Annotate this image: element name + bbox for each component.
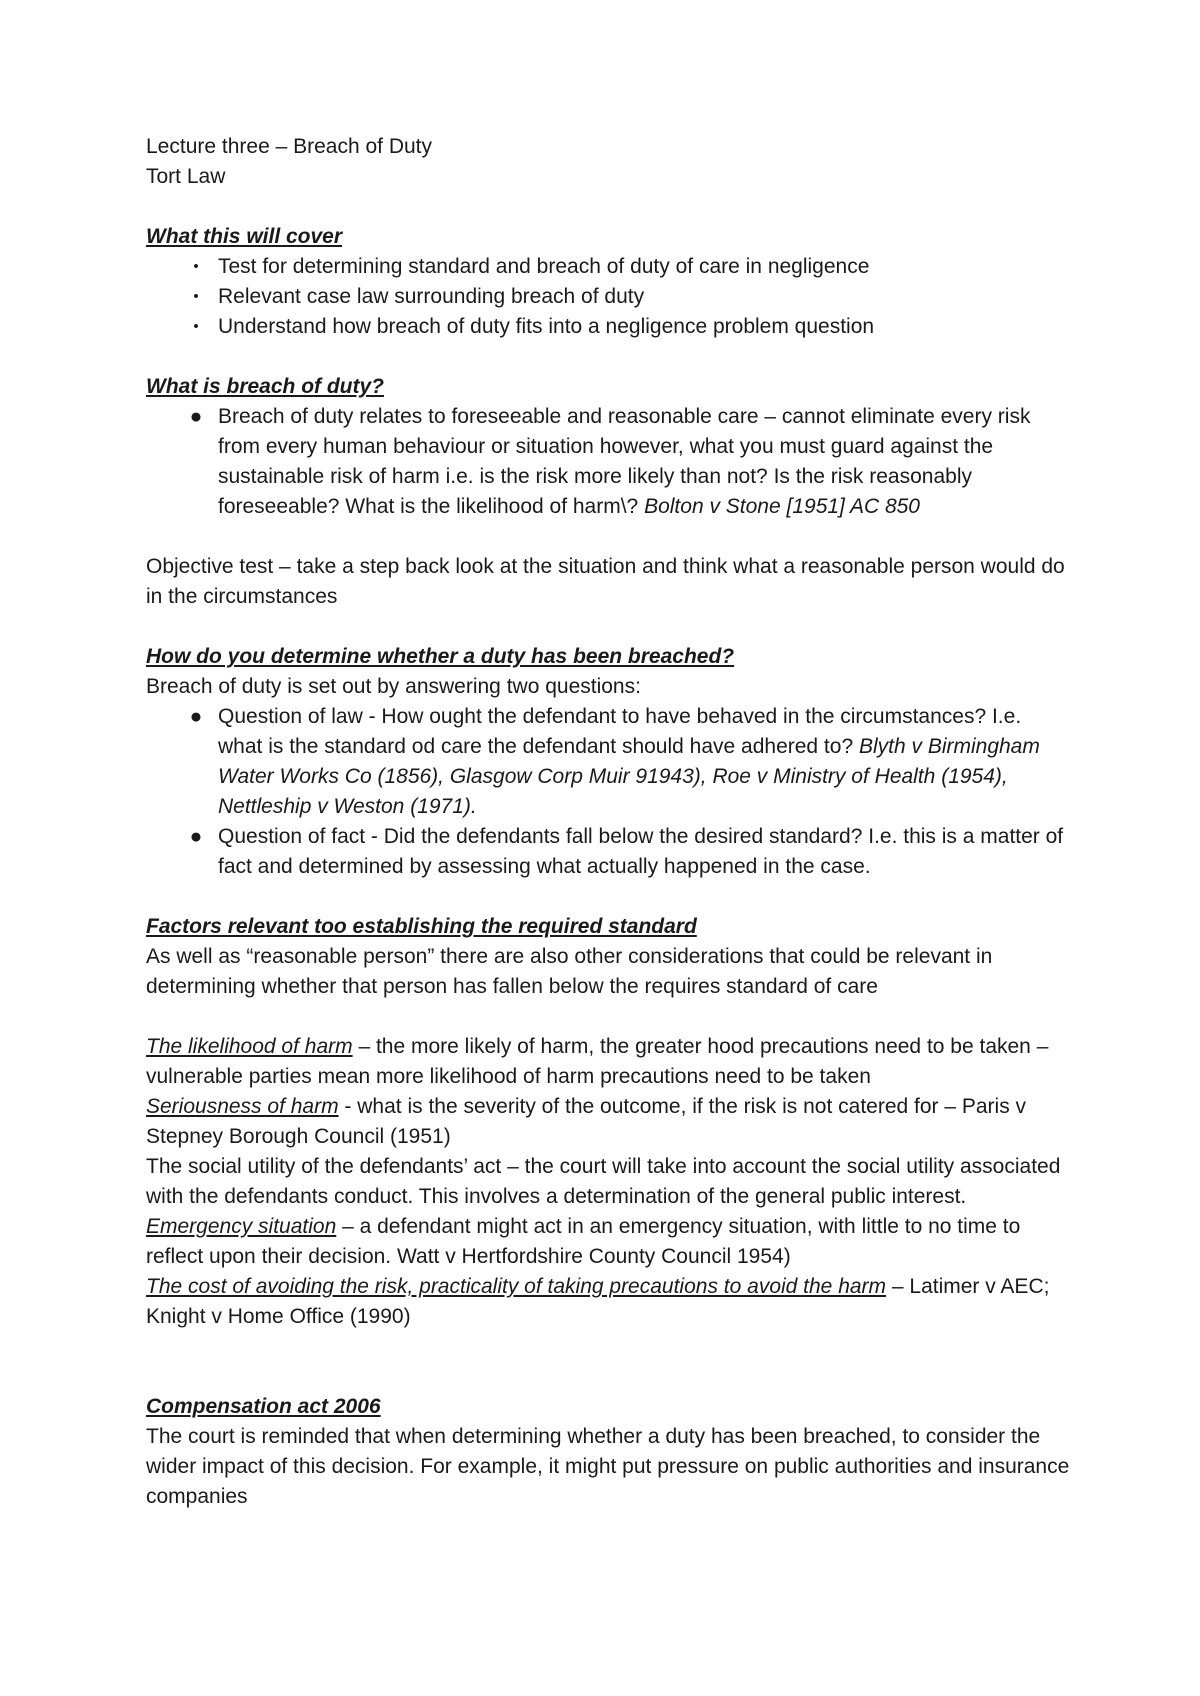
bullet-icon: • <box>193 288 199 305</box>
section-heading-determine: How do you determine whether a duty has been breached? <box>146 645 735 668</box>
list-item <box>146 312 1070 342</box>
factor-text: – a defendant might act in an emergency situation, with little to no time to reflect upon their decision. Watt v Hertfordshire County Council 1954) <box>146 1215 1021 1268</box>
factor-cost <box>146 1272 1070 1332</box>
objective-test-paragraph: Objective test – take a step back look at the situation and think what a reasonable person would do in the circumstances <box>146 555 1065 608</box>
bullet-icon: ● <box>189 825 203 848</box>
factor-text: – Latimer v AEC; Knight v Home Office (1990) <box>146 1275 1050 1328</box>
list-item <box>146 252 1070 282</box>
course-name: Tort Law <box>146 165 226 188</box>
factor-label: Seriousness of harm <box>146 1095 339 1118</box>
factor-label: Emergency situation <box>146 1215 337 1238</box>
bullet-icon: • <box>193 258 199 275</box>
list-item <box>146 822 1070 882</box>
factors-intro: As well as “reasonable person” there are also other considerations that could be relevant in determining whether that person has fallen below the requires standard of care <box>146 945 993 998</box>
section-heading-breach: What is breach of duty? <box>146 375 385 398</box>
lecture-title: Lecture three – Breach of Duty <box>146 135 432 158</box>
factor-label: The likelihood of harm <box>146 1035 353 1058</box>
factor-label: The cost of avoiding the risk, practicality of taking precautions to avoid the harm <box>146 1275 887 1298</box>
list-item-text: Question of fact - Did the defendants fall below the desired standard? I.e. this is a matter of fact and determined by assessing what actually happened in the case. <box>218 825 1064 878</box>
section-heading-cover: What this will cover <box>146 225 343 248</box>
list-item-text: Understand how breach of duty fits into a negligence problem question <box>218 315 875 338</box>
bullet-icon: • <box>193 318 199 335</box>
determine-intro: Breach of duty is set out by answering two questions: <box>146 675 641 698</box>
spacer <box>146 612 1070 642</box>
section-heading-factors: Factors relevant too establishing the required standard <box>146 915 697 938</box>
factor-social-utility: The social utility of the defendants’ act – the court will take into account the social utility associated with the defendants conduct. This involves a determination of the general public interest. <box>146 1155 1061 1208</box>
case-citations: Blyth v Birmingham Water Works Co (1856), Glasgow Corp Muir 91943), Roe v Ministry of Health (1954), Nettleship v Weston (1971). <box>218 735 1040 818</box>
factor-text: – the more likely of harm, the greater hood precautions need to be taken – vulnerable parties mean more likelihood of harm precautions need to be taken <box>146 1035 1049 1088</box>
list-item-text: Question of law - How ought the defendant to have behaved in the circumstances? I.e. what is the standard od care the defendant should have adhered to? <box>218 705 1022 758</box>
bullet-icon: ● <box>189 705 203 728</box>
compensation-paragraph: The court is reminded that when determining whether a duty has been breached, to consider the wider impact of this decision. For example, it might put pressure on public authorities and insurance companies <box>146 1425 1070 1508</box>
questions-list <box>146 702 1070 882</box>
spacer <box>146 342 1070 372</box>
list-item <box>146 402 1070 522</box>
section-heading-compensation: Compensation act 2006 <box>146 1395 381 1418</box>
list-item-text: Breach of duty relates to foreseeable and reasonable care – cannot eliminate every risk from every human behaviour or situation however, what you must guard against the sustainable risk of harm i.e. is the risk more likely than not? Is the risk reasonably foreseeable? What is the likelihood of harm\? <box>218 405 1031 518</box>
bullet-icon: ● <box>189 405 203 428</box>
factor-text: - what is the severity of the outcome, if the risk is not catered for – Paris v Stepney Borough Council (1951) <box>146 1095 1027 1148</box>
list-item-text: Relevant case law surrounding breach of duty <box>218 285 645 308</box>
breach-list <box>146 402 1070 522</box>
spacer <box>146 1002 1070 1032</box>
factor-likelihood <box>146 1032 1070 1092</box>
spacer <box>146 192 1070 222</box>
list-item-text: Test for determining standard and breach of duty of care in negligence <box>218 255 870 278</box>
list-item <box>146 282 1070 312</box>
document-body <box>146 132 1070 1512</box>
list-item <box>146 702 1070 822</box>
spacer <box>146 882 1070 912</box>
factor-emergency <box>146 1212 1070 1272</box>
cover-list <box>146 252 1070 342</box>
spacer <box>146 1332 1070 1392</box>
factor-seriousness <box>146 1092 1070 1152</box>
spacer <box>146 522 1070 552</box>
case-citation: Bolton v Stone [1951] AC 850 <box>644 495 920 518</box>
